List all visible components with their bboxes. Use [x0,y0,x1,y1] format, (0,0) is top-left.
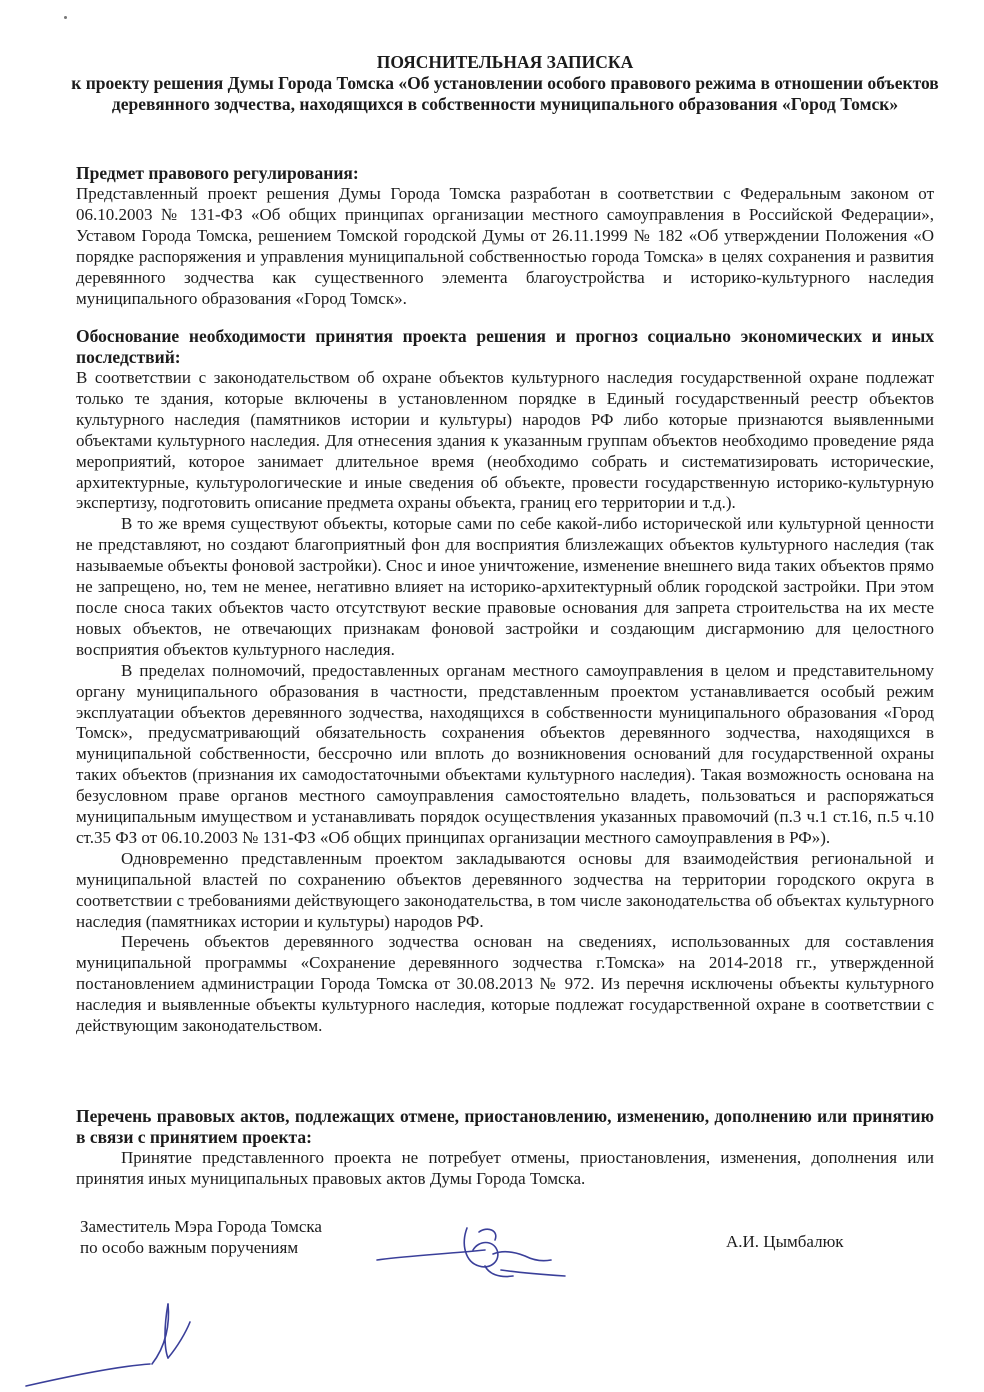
paragraph: В соответствии с законодательством об охране объектов культурного наследия государственной охране подлежат только те здания, которые включены в установленном порядке в Единый государственный реестр объектов культурного наследия (памятников истории и культуры) народов РФ либо которые признаются выявленными объектами культурного наследия. Для отнесения здания к указанным группам объектов необходимо проведение ряда мероприятий, которое занимает длительное время (необходимо собрать и систематизировать исторические, архитектурные, культурологические и иные сведения об объекте, провести государственную историко-культурную экспертизу, подготовить описание предмета охраны объекта, границ его территории и т.д.). [76,368,934,513]
paragraph: Принятие представленного проекта не потребует отмены, приостановления, изменения, дополнения или принятия иных муниципальных правовых актов Думы Города Томска. [76,1148,934,1188]
paragraph: Одновременно представленным проектом закладываются основы для взаимодействия региональной и муниципальной властей по сохранению объектов деревянного зодчества на территории городского округа в соответствии с требованиями действующего законодательства, в том числе законодательства об объектах культурного наследия (памятниках истории и культуры) народов РФ. [76,848,934,931]
paragraph: Представленный проект решения Думы Города Томска разработан в соответствии с Федеральным законом от 06.10.2003 № 131-ФЗ «Об общих принципах организации местного самоуправления в Российской Федерации», Уставом Города Томска, решением Томской городской Думы от 26.11.1999 № 182 «Об утверждении Положения «О порядке распоряжения и управления муниципальной собственностью города Томска» в целях сохранения и развития деревянного зодчества как существенного элемента благоустройства и историко-культурного наследия муниципального образования «Город Томск». [76,184,934,308]
signatory-position [80,1216,322,1258]
position-line: Заместитель Мэра Города Томска [80,1217,322,1236]
paragraph: В пределах полномочий, предоставленных органам местного самоуправления в целом и представительному органу муниципального образования в частности, представленным проектом устанавливается особый режим эксплуатации объектов деревянного зодчества, находящихся в собственности муниципального образования «Город Томск», предусматривающий обязательность сохранения объектов деревянного зодчества, находящихся в муниципальной собственности, бессрочно или вплоть до возникновения оснований для государственной охраны таких объектов (признания их самодостаточными объектами культурного наследия). Такая возможность основана на безусловном праве органов местного самоуправления самостоятельно владеть, пользоваться и распоряжаться муниципальным имуществом и устанавливать порядок осуществления указанных правомочий (п.3 ч.1 ст.16, п.5 ч.10 ст.35 ФЗ от 06.10.2003 № 131-ФЗ «Об общих принципах организации местного самоуправления в РФ»). [76,660,934,847]
scan-speck [64,16,67,19]
title-main: ПОЯСНИТЕЛЬНАЯ ЗАПИСКА [376,52,634,72]
title-subtitle: к проекту решения Думы Города Томска «Об установлении особого правового режима в отношении объектов деревянного зодчества, находящихся в собственности муниципального образования «Город Томск» [71,73,939,114]
document-title [70,52,940,115]
handwritten-signature [375,1220,575,1290]
section-legal-acts [76,1106,934,1190]
section-subject [76,163,934,309]
section-heading: Предмет правового регулирования: [76,163,359,183]
section-heading: Обоснование необходимости принятия проекта решения и прогноз социально экономических и иных последствий: [76,326,934,367]
signatory-name: А.И. Цымбалюк [726,1232,844,1251]
position-line: по особо важным поручениям [80,1238,299,1257]
paragraph: В то же время существуют объекты, которые сами по себе какой-либо исторической или культурной ценности не представляют, но создают благоприятный фон для восприятия близлежащих объектов культурного наследия (так называемые объекты фоновой застройки). Снос и иное уничтожение, изменение внешнего вида таких объектов прямо не запрещено, но, тем не менее, негативно влияет на историко-архитектурный облик городской застройки. При этом после сноса таких объектов часто отсутствуют веские правовые основания для запрета строительства на их месте новых объектов, не отвечающих признакам фоновой застройки и создающим дисгармонию для целостного восприятия объектов культурного наследия. [76,514,934,659]
section-justification [76,326,934,1037]
section-heading: Перечень правовых актов, подлежащих отмене, приостановлению, изменению, дополнению или принятию в связи с принятием проекта: [76,1106,934,1147]
handwritten-mark [20,1290,220,1390]
paragraph: Перечень объектов деревянного зодчества основан на сведениях, использованных для составления муниципальной программы «Сохранение деревянного зодчества г.Томска» на 2014-2018 гг., утвержденной постановлением администрации Города Томска от 30.08.2013 № 972. Из перечня исключены объекты культурного наследия и выявленные объекты культурного наследия, которые подлежат государственной охране в соответствии с действующим законодательством. [76,932,934,1036]
